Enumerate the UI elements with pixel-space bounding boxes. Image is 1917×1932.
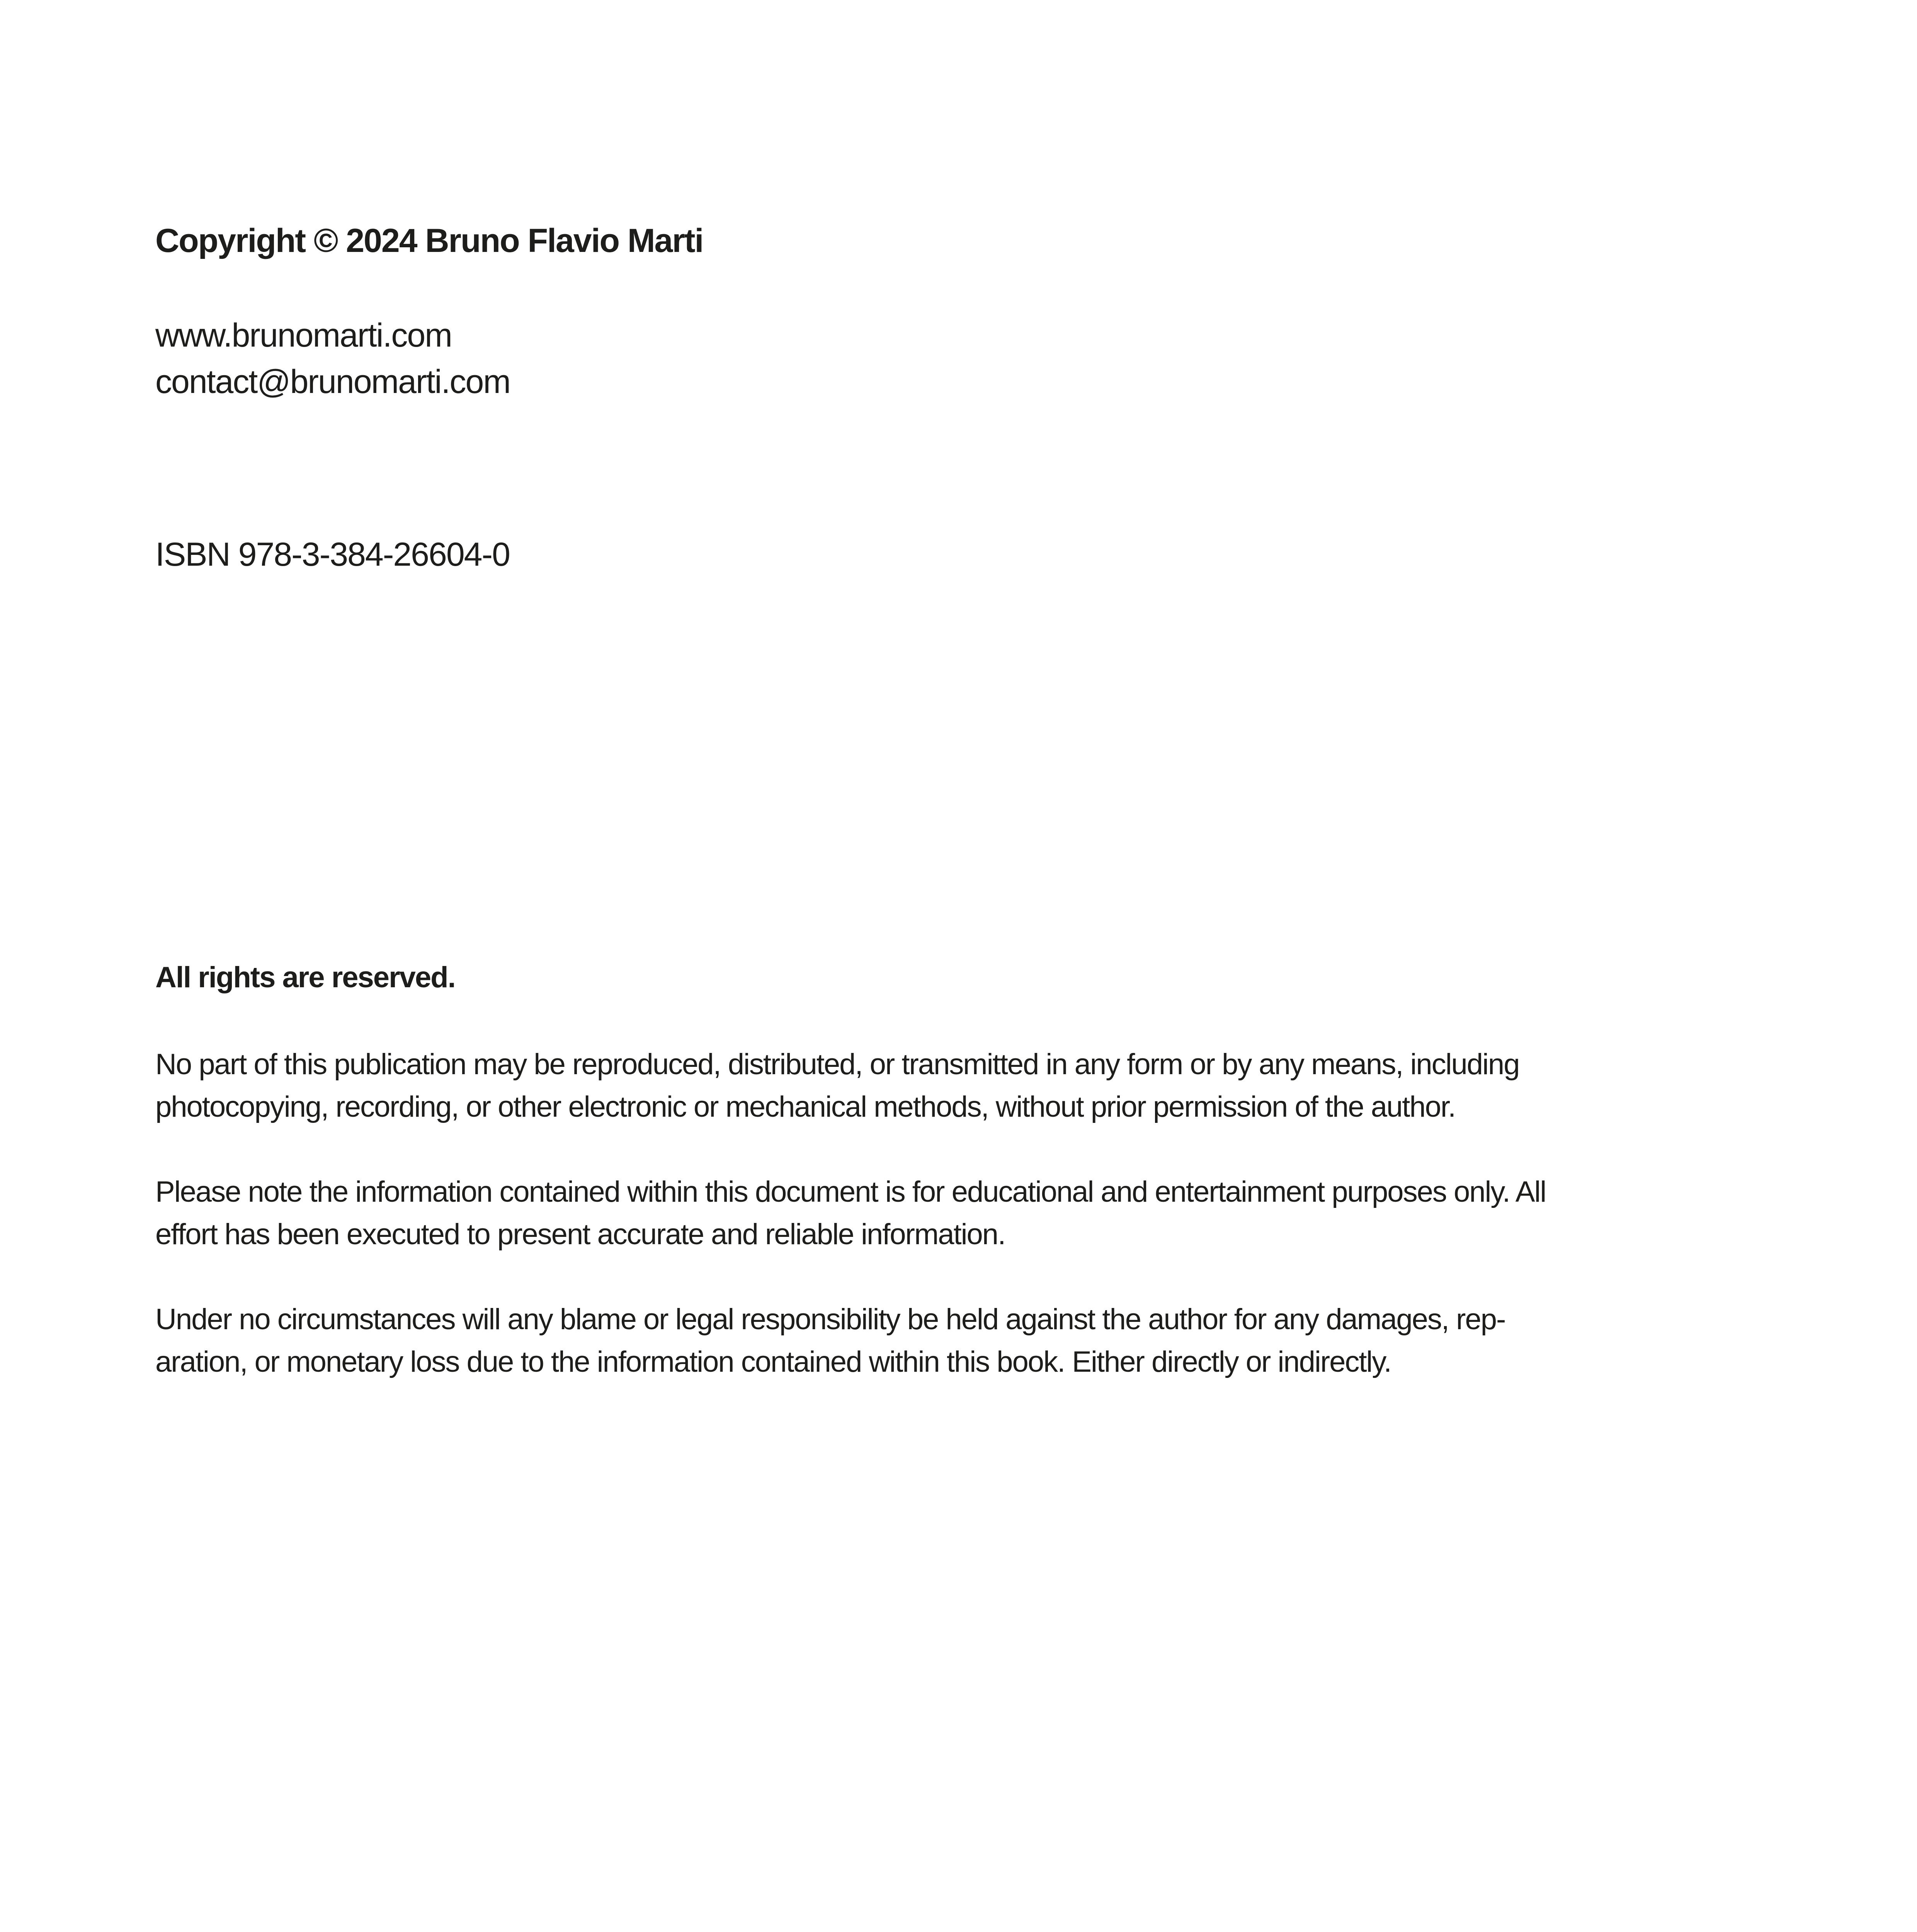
isbn: ISBN 978-3-384-26604-0 [155,536,510,573]
legal-paragraph-purpose: Please note the information contained within this document is for educational and entertainment purposes only. All effort has been executed to present accurate and reliable information. [155,1175,1546,1251]
email-link[interactable]: contact@brunomarti.com [155,363,510,400]
copyright-line: Copyright © 2024 Bruno Flavio Marti [155,222,703,259]
rights-title: All rights are reserved. [155,961,455,994]
website-link[interactable]: www.brunomarti.com [155,317,452,354]
legal-paragraph-reproduction: No part of this publication may be reproduced, distributed, or transmitted in any form or by any means, including photocopying, recording, or other electronic or mechanical methods, without prior permission of the author. [155,1048,1519,1123]
legal-paragraph-liability: Under no circumstances will any blame or legal responsibility be held against the author for any damages, rep-aration, or monetary loss due to the information contained within this book. Either directly or indirectly. [155,1303,1505,1378]
contact-block [155,312,510,405]
